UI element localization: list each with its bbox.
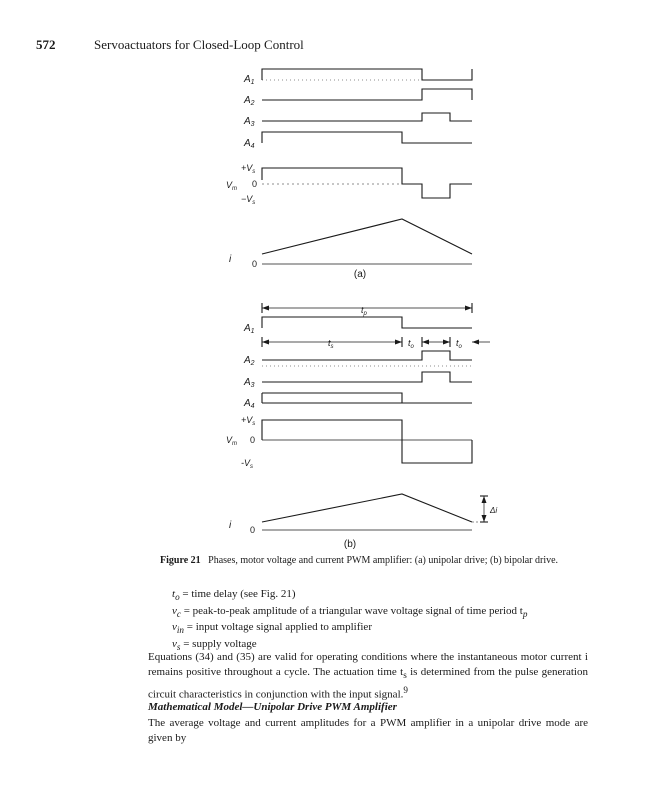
b-label-delta-i: Δi (490, 506, 498, 515)
b-trace-current (262, 494, 472, 522)
definition-row: $t_o$ = time delay (see Fig. 21) (172, 588, 296, 603)
a-trace-vm (262, 168, 472, 198)
definition-row: $v_{in}$ = input voltage signal applied to amplifier (172, 621, 372, 636)
a-label-zero: 0 (252, 179, 258, 189)
a-label-a1: $A_1$ (244, 74, 255, 86)
symbol-definitions (172, 588, 527, 655)
b-label-to2: $t_o$ (456, 338, 462, 350)
section-heading: Mathematical Model—Unipolar Drive PWM Amplifier (148, 701, 397, 713)
b-label-a3: $A_3$ (244, 377, 255, 389)
a-label-plus-vs: $+V_s$ (241, 163, 256, 175)
b-label-minus-vs: $-V_s$ (241, 458, 253, 470)
body-paragraph-2: The average voltage and current amplitudes for a PWM amplifier in a unipolar drive mode are given by (148, 717, 588, 744)
a-panel-label: (a) (353, 269, 367, 280)
b-label-i-zero: 0 (250, 525, 256, 535)
figure-caption-label: Figure 21 (160, 555, 201, 566)
a-label-minus-vs: $-V_s$ (241, 194, 256, 206)
a-label-vm: $V_m$ (226, 180, 238, 192)
b-label-ts: $t_s$ (328, 338, 334, 350)
a-trace-a4 (262, 132, 472, 143)
b-label-tp: $t_p$ (361, 305, 367, 317)
b-label-a1: $A_1$ (244, 323, 255, 335)
b-panel-label: (b) (343, 539, 357, 550)
b-trace-vm (262, 420, 472, 463)
figure-caption (160, 555, 600, 566)
a-trace-a1 (262, 69, 472, 80)
a-trace-a2 (262, 89, 472, 100)
a-label-a2: $A_2$ (244, 95, 255, 107)
definition-row: $v_c$ = peak-to-peak amplitude of a triangular wave voltage signal of time period $t_p$ (172, 604, 528, 619)
b-label-i: i (229, 520, 232, 531)
b-trace-a2 (262, 351, 472, 360)
figure-caption-text: Phases, motor voltage and current PWM amplifier: (a) unipolar drive; (b) bipolar drive. (208, 555, 559, 566)
a-label-i-zero: 0 (252, 259, 258, 269)
definition-row: $v_s$ = supply voltage (172, 638, 257, 653)
b-trace-a3 (262, 372, 472, 382)
b-label-zero: 0 (250, 435, 256, 445)
running-title: Servoactuators for Closed-Loop Control (94, 37, 304, 52)
b-trace-a1 (262, 317, 472, 328)
b-label-plus-vs: $+V_s$ (241, 415, 256, 427)
b-label-a4: $A_4$ (244, 398, 255, 410)
a-label-a4: $A_4$ (244, 138, 255, 150)
b-label-a2: $A_2$ (244, 355, 255, 367)
a-label-a3: $A_3$ (244, 116, 255, 128)
body-paragraph-1: Equations (34) and (35) are valid for operating conditions where the instantaneous motor current i remains positive throughout a cycle. The actuation time $t_s$ is determined from the pulse generation circuit characteristics in conjunction with the input signal.$^9$ (148, 651, 588, 701)
b-label-to1: $t_o$ (408, 338, 414, 350)
b-trace-a4 (262, 393, 402, 403)
a-trace-current (262, 219, 472, 254)
a-label-i: i (229, 254, 232, 265)
a-trace-a3 (262, 113, 472, 121)
b-label-vm: $V_m$ (226, 435, 238, 447)
page-number: 572 (36, 37, 56, 52)
